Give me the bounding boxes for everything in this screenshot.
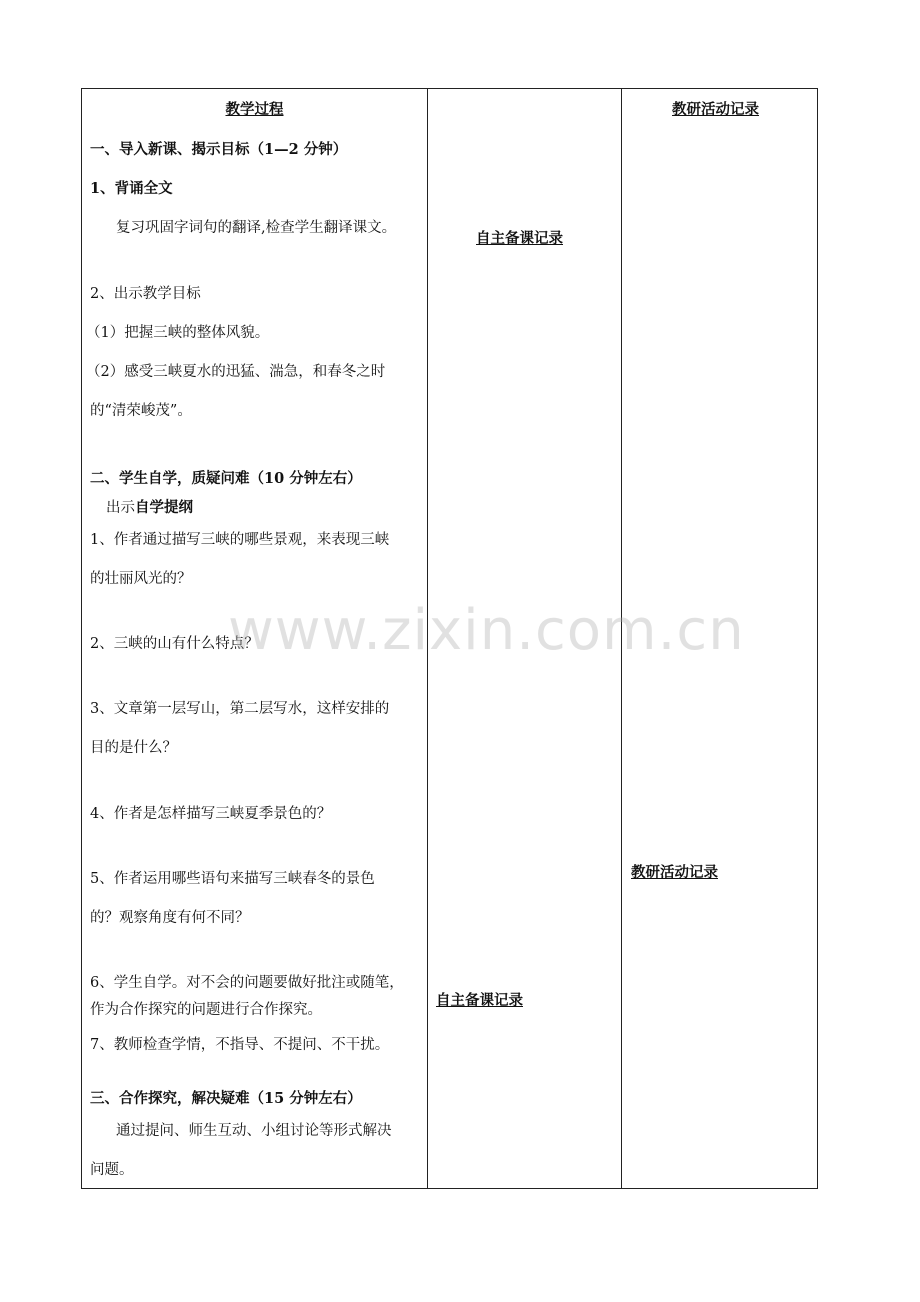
question-5-line-2: 的？观察角度有何不同？ xyxy=(90,910,250,926)
question-5-line-1: 5、作者运用哪些语句来描写三峡春冬的景色 xyxy=(90,871,375,887)
watermark: www.zixin.com.cn xyxy=(228,598,745,663)
teaching-process-header: 教学过程 xyxy=(225,101,284,118)
section-3-text-line-2: 问题。 xyxy=(90,1162,134,1178)
goal-2-line-1: （2）感受三峡夏水的迅猛、湍急，和春冬之时 xyxy=(86,364,386,380)
research-activity-header-top: 教研活动记录 xyxy=(672,101,759,118)
question-1-line-1: 1、作者通过描写三峡的哪些景观，来表现三峡 xyxy=(90,532,390,548)
self-study-outline-prefix: 出示 xyxy=(106,500,135,516)
section-3-text-line-1: 通过提问、师生互动、小组讨论等形式解决 xyxy=(116,1123,392,1139)
section-2-title: 二、学生自学，质疑问难（10 分钟左右） xyxy=(90,470,362,487)
question-6-line-1: 6、学生自学。对不会的问题要做好批注或随笔， xyxy=(90,975,404,991)
self-prep-label-bottom: 自主备课记录 xyxy=(436,992,523,1009)
research-activity-column xyxy=(622,88,818,1189)
question-1-line-2: 的壮丽风光的？ xyxy=(90,571,192,587)
question-3-line-1: 3、文章第一层写山，第二层写水，这样安排的 xyxy=(90,701,390,717)
teaching-process-column xyxy=(82,88,427,1189)
question-3-line-2: 目的是什么？ xyxy=(90,740,177,756)
self-study-outline-bold: 自学提纲 xyxy=(135,499,193,516)
question-6-line-2: 作为合作探究的问题进行合作探究。 xyxy=(90,1002,322,1018)
self-prep-label-top: 自主备课记录 xyxy=(476,230,563,247)
question-4: 4、作者是怎样描写三峡夏季景色的？ xyxy=(90,806,332,822)
section-3-title: 三、合作探究，解决疑难（15 分钟左右） xyxy=(90,1090,362,1107)
section-1-item-1-title: 1、背诵全文 xyxy=(90,180,173,197)
research-activity-header-bottom: 教研活动记录 xyxy=(631,864,718,881)
question-2: 2、三峡的山有什么特点？ xyxy=(90,636,259,652)
question-7: 7、教师检查学情，不指导、不提问、不干扰。 xyxy=(90,1037,390,1053)
self-prep-column xyxy=(428,88,621,1189)
self-study-outline xyxy=(106,498,193,518)
section-1-item-2-title: 2、出示教学目标 xyxy=(90,286,201,302)
goal-1: （1）把握三峡的整体风貌。 xyxy=(86,325,270,341)
section-1-title: 一、导入新课、揭示目标（1—2 分钟） xyxy=(90,141,348,158)
goal-2-line-2: 的“清荣峻茂”。 xyxy=(90,403,192,419)
section-1-item-1-text: 复习巩固字词句的翻译,检查学生翻译课文。 xyxy=(116,220,397,236)
